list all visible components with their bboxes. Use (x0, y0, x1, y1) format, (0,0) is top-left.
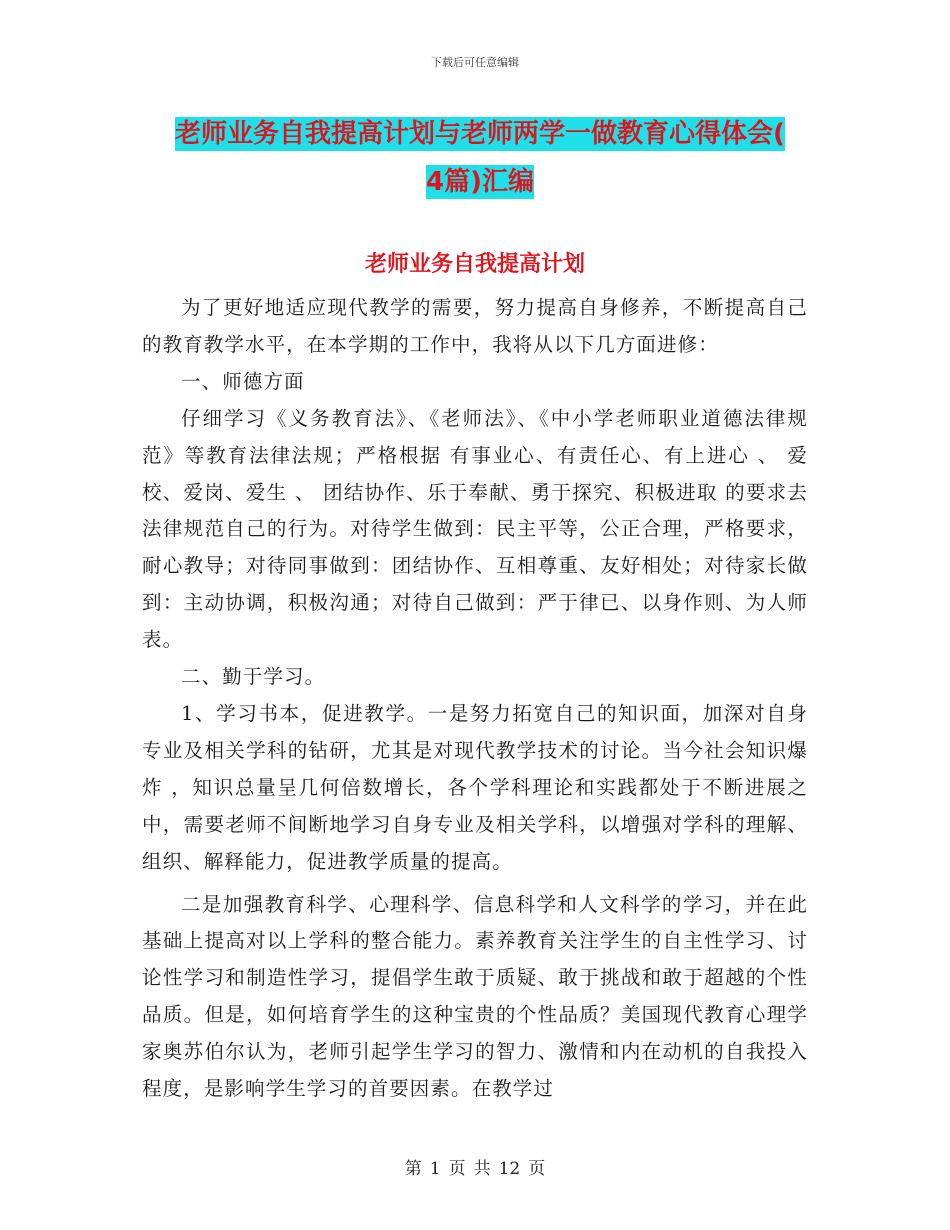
footer-page-number: 1 (429, 1159, 441, 1179)
title-line-2: 4篇)汇编 (426, 167, 534, 197)
document-body (142, 290, 808, 1108)
footer-prefix: 第 (404, 1159, 422, 1179)
heading-study: 二、勤于学习。 (181, 665, 326, 689)
footer-total-pages: 12 (498, 1159, 521, 1179)
paragraph-study-books: 1、学习书本，促进教学。一是努力拓宽自己的知识面，加深对自身专业及相关学科的钻研，尤其是对现代教学技术的讨论。当今社会知识爆炸 ，知识总量呈几何倍数增长，各个学科理论和实践都处于不断进展之中，需要老师不间断地学习自身专业及相关学科，以增强对学科的理解、组织、解释能力，促进教学质量的提高。 (142, 701, 808, 873)
document-title (140, 110, 820, 206)
footer-total-unit: 页 (528, 1159, 546, 1179)
paragraph-study-sciences: 二是加强教育科学、心理科学、信息科学和人文科学的学习，并在此基础上提高对以上学科的整合能力。素养教育关注学生的自主性学习、讨论性学习和制造性学习，提倡学生敢于质疑、敢于挑战和敢于超越的个性品质。但是，如何培育学生的这种宝贵的个性品质？美国现代教育心理学家奥苏伯尔认为，老师引起学生学习的智力、激情和内在动机的自我投入程度，是影响学生学习的首要因素。在教学过 (142, 892, 808, 1101)
page-footer (0, 1154, 950, 1179)
heading-ethics: 一、师德方面 (181, 369, 305, 393)
footer-total-prefix: 共 (473, 1159, 491, 1179)
footer-page-unit: 页 (448, 1159, 466, 1179)
paragraph-ethics: 仔细学习《义务教育法》、《老师法》、《中小学老师职业道德法律规范》等教育法律法规；严格根据 有事业心、有责任心、有上进心 、 爱校、爱岗、爱生 、 团结协作、乐于奉献、勇于探究、积极进取 的要求去法律规范自己的行为。对待学生做到：民主平等，公正合理，严格要求，耐心教导；对待同事做到：团结协作、互相尊重、友好相处；对待家长做到：主动协调，积极沟通；对待自己做到：严于律已、以身作则、为人师表。 (142, 406, 808, 652)
header-note: 下载后可任意编辑 (431, 56, 519, 69)
paragraph-intro: 为了更好地适应现代教学的需要，努力提高自身修养，不断提高自己的教育教学水平，在本学期的工作中，我将从以下几方面进修： (142, 296, 808, 356)
section-title: 老师业务自我提高计划 (364, 252, 585, 277)
title-line-1: 老师业务自我提高计划与老师两学一做教育心得体会( (175, 119, 785, 149)
